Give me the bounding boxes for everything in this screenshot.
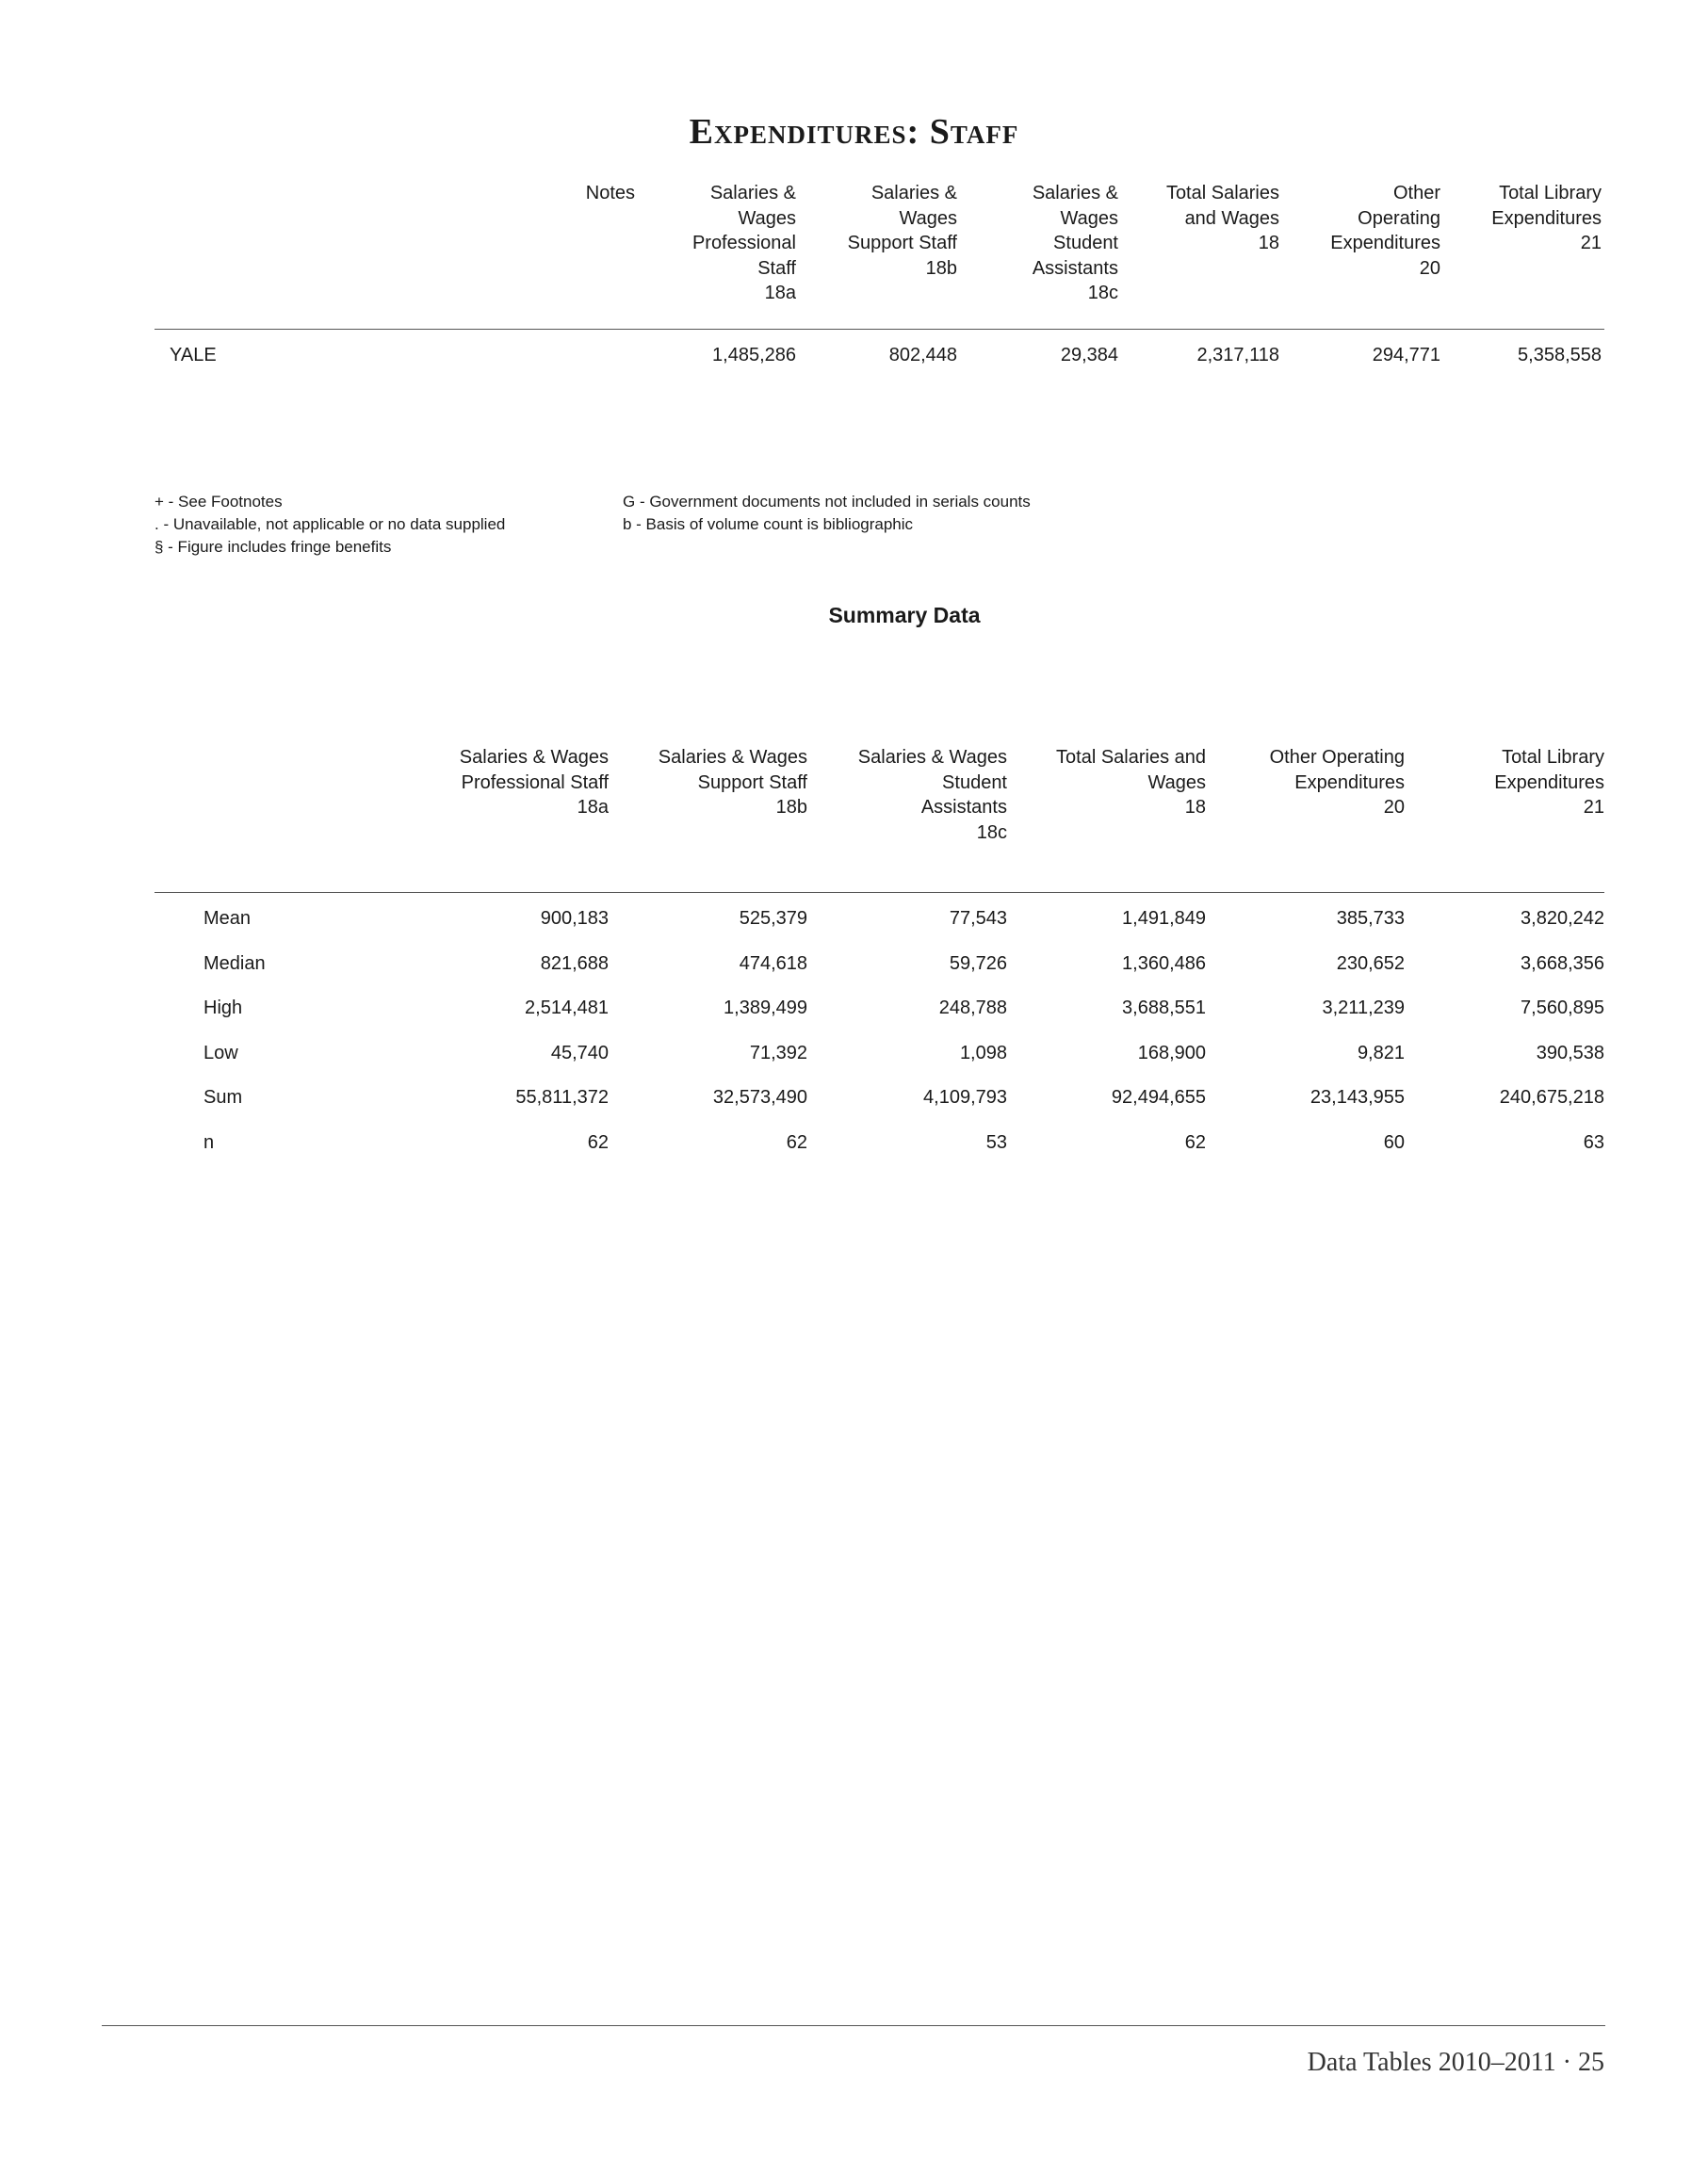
summary-column-header xyxy=(1056,745,1206,820)
table-cell: 168,900 xyxy=(1137,1042,1206,1063)
legend-left xyxy=(155,491,505,559)
table-cell: 45,740 xyxy=(550,1042,609,1063)
column-header-line: 18a xyxy=(577,797,609,818)
table-cell: 385,733 xyxy=(1336,908,1405,929)
column-header-line: Wages xyxy=(738,207,796,229)
table-cell: 390,538 xyxy=(1536,1042,1604,1063)
table-cell: 474,618 xyxy=(739,952,807,974)
table-cell: 62 xyxy=(786,1131,807,1153)
main-column-header xyxy=(1166,181,1279,256)
table-cell: 77,543 xyxy=(949,908,1007,929)
column-header-line: Salaries & Wages xyxy=(459,747,609,768)
table-cell: 23,143,955 xyxy=(1309,1087,1405,1108)
column-header-line: 20 xyxy=(1419,257,1440,279)
column-header-line: Assistants xyxy=(920,797,1007,818)
row-label: Median xyxy=(203,952,266,974)
legend-item: . - Unavailable, not applicable or no data supplied xyxy=(155,515,506,533)
column-header-line: Total Library xyxy=(1499,183,1602,203)
column-header-line: Operating xyxy=(1358,207,1440,229)
legend-item: + - See Footnotes xyxy=(155,493,283,511)
column-header-line: 18b xyxy=(775,797,807,818)
summary-table-rule xyxy=(155,892,1604,893)
table-cell: 53 xyxy=(985,1131,1007,1153)
summary-title: Summary Data xyxy=(828,603,981,627)
row-label: YALE xyxy=(170,345,217,365)
table-cell: 63 xyxy=(1583,1131,1604,1153)
column-header-line: Wages xyxy=(1060,207,1118,229)
table-cell: 3,688,551 xyxy=(1122,998,1206,1018)
column-header-line: Other xyxy=(1392,183,1440,203)
column-header-line: Expenditures xyxy=(1330,233,1440,253)
main-table-rule xyxy=(155,329,1604,330)
table-cell: 3,211,239 xyxy=(1322,998,1405,1018)
table-cell: 230,652 xyxy=(1336,952,1405,974)
column-header-line: Student xyxy=(942,771,1007,793)
table-cell: 1,098 xyxy=(959,1042,1007,1063)
table-cell: 62 xyxy=(587,1131,609,1153)
column-header-line: Wages xyxy=(899,207,957,229)
main-column-header xyxy=(692,181,796,306)
column-header-line: Total Salaries xyxy=(1165,183,1279,203)
table-cell: 1,360,486 xyxy=(1122,952,1206,974)
column-header-line: 18b xyxy=(925,257,957,279)
column-header-line: and Wages xyxy=(1184,207,1279,229)
page-title: Expenditures: Staff xyxy=(689,112,1019,152)
legend-item: G - Government documents not included in serials counts xyxy=(623,493,1031,511)
column-header-line: Support Staff xyxy=(697,771,807,793)
summary-column-header xyxy=(1494,745,1604,820)
row-label: Low xyxy=(203,1042,238,1063)
table-cell: 802,448 xyxy=(888,345,957,365)
column-header-line: 18 xyxy=(1258,233,1279,253)
column-header-line: Salaries & xyxy=(1032,183,1118,203)
table-cell: 5,358,558 xyxy=(1518,345,1602,365)
footer-rule xyxy=(102,2025,1605,2026)
row-label: n xyxy=(203,1131,215,1153)
column-header-line: Expenditures xyxy=(1294,771,1405,793)
table-cell: 32,573,490 xyxy=(712,1087,807,1108)
column-header-line: Expenditures xyxy=(1491,207,1602,229)
column-header-line: Other Operating xyxy=(1269,747,1405,768)
legend-right xyxy=(623,491,1031,536)
column-header-line: 18 xyxy=(1184,797,1206,818)
table-cell: 2,514,481 xyxy=(525,998,609,1018)
column-header-line: Total Salaries and xyxy=(1056,747,1206,768)
column-header-line: Wages xyxy=(1147,771,1206,793)
table-cell: 248,788 xyxy=(938,998,1007,1018)
column-header-line: Salaries & Wages xyxy=(857,747,1007,768)
column-header-line: 18c xyxy=(976,821,1007,843)
table-cell: 4,109,793 xyxy=(923,1087,1007,1108)
column-header-line: Total Library xyxy=(1502,747,1604,768)
table-cell: 55,811,372 xyxy=(515,1087,609,1108)
summary-column-header xyxy=(1270,745,1405,820)
summary-column-header xyxy=(460,745,609,820)
column-header-line: Support Staff xyxy=(847,233,957,253)
page-footer: Data Tables 2010–2011 · 25 xyxy=(1307,2048,1604,2077)
table-cell: 29,384 xyxy=(1060,345,1118,365)
column-header-line: Professional xyxy=(691,233,796,253)
notes-header: Notes xyxy=(585,183,635,203)
table-cell: 3,668,356 xyxy=(1521,952,1604,974)
summary-column-header xyxy=(858,745,1007,845)
column-header-line: Expenditures xyxy=(1494,771,1604,793)
table-cell: 60 xyxy=(1383,1131,1405,1153)
table-cell: 294,771 xyxy=(1372,345,1440,365)
column-header-line: Student xyxy=(1053,233,1118,253)
table-cell: 1,389,499 xyxy=(724,998,807,1018)
table-cell: 525,379 xyxy=(739,908,807,929)
column-header-line: Salaries & xyxy=(870,183,957,203)
column-header-line: 18a xyxy=(764,283,796,303)
column-header-line: Staff xyxy=(757,257,796,279)
legend-item: § - Figure includes fringe benefits xyxy=(155,538,392,556)
table-cell: 71,392 xyxy=(749,1042,807,1063)
table-cell: 900,183 xyxy=(540,908,609,929)
main-column-header xyxy=(1330,181,1440,281)
column-header-line: 21 xyxy=(1583,797,1604,818)
row-label: Sum xyxy=(203,1087,243,1108)
column-header-line: Salaries & Wages xyxy=(658,747,807,768)
column-header-line: 20 xyxy=(1383,797,1405,818)
column-header-line: 18c xyxy=(1087,283,1118,303)
table-cell: 1,491,849 xyxy=(1122,908,1206,929)
table-cell: 62 xyxy=(1184,1131,1206,1153)
summary-column-header xyxy=(659,745,807,820)
table-cell: 240,675,218 xyxy=(1499,1087,1604,1108)
table-cell: 3,820,242 xyxy=(1521,908,1604,929)
column-header-line: 21 xyxy=(1580,233,1602,253)
table-cell: 821,688 xyxy=(540,952,609,974)
main-column-header xyxy=(1491,181,1602,256)
main-column-header xyxy=(848,181,957,281)
column-header-line: Assistants xyxy=(1032,257,1118,279)
table-cell: 1,485,286 xyxy=(712,345,796,365)
table-cell: 92,494,655 xyxy=(1111,1087,1206,1108)
table-cell: 2,317,118 xyxy=(1196,345,1279,365)
table-cell: 59,726 xyxy=(949,952,1007,974)
main-column-header xyxy=(1033,181,1118,306)
row-label: High xyxy=(203,998,243,1018)
legend-item: b - Basis of volume count is bibliographic xyxy=(623,515,914,533)
column-header-line: Salaries & xyxy=(709,183,796,203)
table-cell: 7,560,895 xyxy=(1521,998,1604,1018)
table-cell: 9,821 xyxy=(1357,1042,1405,1063)
row-label: Mean xyxy=(203,908,252,929)
column-header-line: Professional Staff xyxy=(461,771,609,793)
